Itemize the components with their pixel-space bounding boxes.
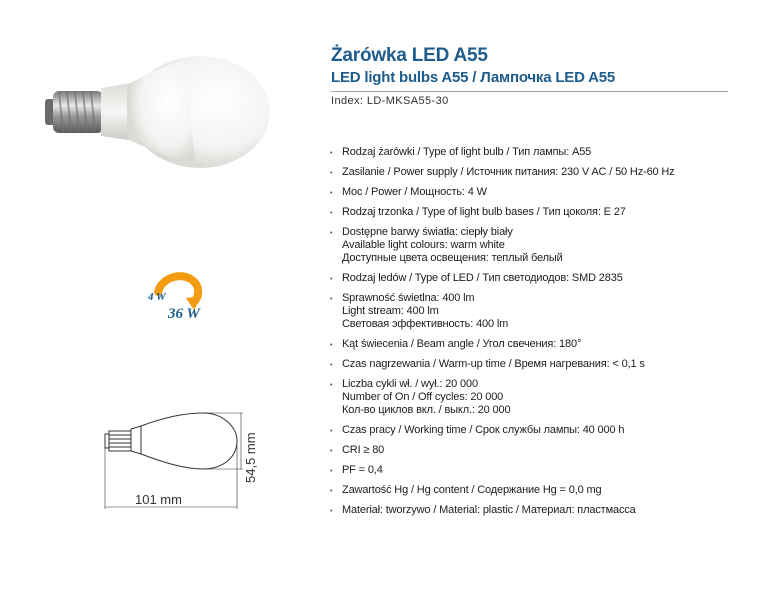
spec-line: • Moc / Power / Мощность: 4 W	[342, 186, 487, 198]
spec-item	[330, 484, 740, 497]
spec-line: Доступные цвета освещения: теплый белый	[342, 252, 563, 264]
spec-item	[330, 358, 740, 371]
spec-list	[330, 146, 740, 524]
product-title: Żarówka LED A55	[331, 45, 488, 66]
spec-line: • Kąt świecenia / Beam angle / Угол свечения: 180°	[342, 338, 582, 350]
spec-line: Number of On / Off cycles: 20 000	[342, 391, 504, 403]
spec-item	[330, 504, 740, 517]
spec-item	[330, 464, 740, 477]
heading-divider	[331, 91, 728, 92]
product-index: Index: LD-MKSA55-30	[331, 95, 449, 107]
spec-line: • Sprawność świetlna: 400 lm	[342, 292, 475, 304]
spec-item	[330, 444, 740, 457]
spec-item	[330, 146, 740, 159]
spec-item	[330, 226, 740, 265]
spec-item	[330, 292, 740, 331]
spec-line: Available light colours: warm white	[342, 239, 505, 251]
spec-line: Кол-во циклов вкл. / выкл.: 20 000	[342, 404, 511, 416]
spec-item	[330, 378, 740, 417]
length-dimension: 101 mm	[135, 492, 182, 507]
spec-line: Light stream: 400 lm	[342, 305, 439, 317]
spec-item	[330, 338, 740, 351]
bulb-photo	[35, 55, 275, 170]
spec-line: • Czas pracy / Working time / Срок службы лампы: 40 000 h	[342, 424, 625, 436]
diameter-dimension: 54,5 mm	[243, 432, 258, 483]
spec-item	[330, 424, 740, 437]
technical-drawing	[95, 405, 270, 520]
power-equivalence-icon	[148, 270, 218, 330]
spec-line: • Zawartość Hg / Hg content / Содержание Hg = 0,0 mg	[342, 484, 602, 496]
spec-line: • Liczba cykli wł. / wył.: 20 000	[342, 378, 478, 390]
spec-line: • Czas nagrzewania / Warm-up time / Время нагревания: < 0,1 s	[342, 358, 645, 370]
spec-item	[330, 186, 740, 199]
spec-line: • Zasilanie / Power supply / Источник питания: 230 V AC / 50 Hz-60 Hz	[342, 166, 675, 178]
spec-line: • PF = 0,4	[342, 464, 383, 476]
spec-line: • Rodzaj ledów / Type of LED / Тип светодиодов: SMD 2835	[342, 272, 623, 284]
spec-line: • Materiał: tworzywo / Material: plastic / Материал: пластмасса	[342, 504, 636, 516]
spec-line: • Rodzaj trzonka / Type of light bulb bases / Тип цоколя: E 27	[342, 206, 626, 218]
spec-line: Световая эффективность: 400 lm	[342, 318, 509, 330]
spec-line: • Dostępne barwy światła: ciepły biały	[342, 226, 513, 238]
spec-item	[330, 206, 740, 219]
power-from-label: 4 W	[148, 291, 166, 303]
product-subtitle: LED light bulbs A55 / Лампочка LED A55	[331, 69, 616, 86]
power-to-label: 36 W	[168, 306, 200, 322]
spec-item	[330, 272, 740, 285]
spec-item	[330, 166, 740, 179]
spec-line: • CRI ≥ 80	[342, 444, 385, 456]
spec-line: • Rodzaj żarówki / Type of light bulb / Тип лампы: A55	[342, 146, 592, 158]
